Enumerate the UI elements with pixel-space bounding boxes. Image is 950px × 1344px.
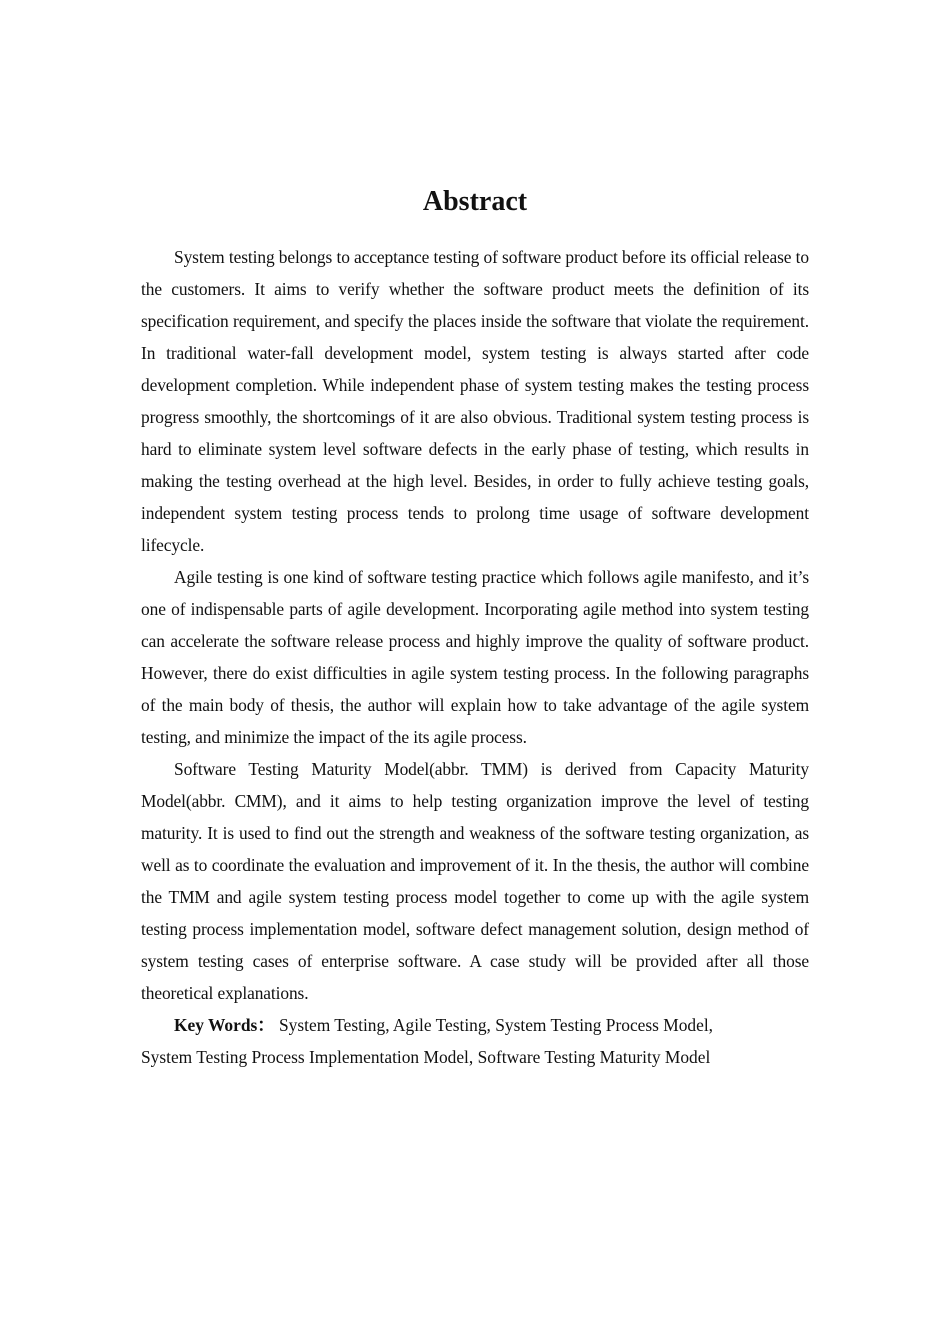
keywords-label: Key Words：: [174, 1015, 275, 1035]
abstract-paragraph-2: Agile testing is one kind of software testing practice which follows agile manifesto, and it’s one of indispensable parts of agile development. Incorporating agile method into system testing can accelerate the software release process and highly improve the quality of software product. However, there do exist difficulties in agile system testing process. In the following paragraphs of the main body of thesis, the author will explain how to take advantage of the agile system testing, and minimize the impact of the its agile process.: [141, 567, 809, 747]
abstract-paragraph-3: Software Testing Maturity Model(abbr. TMM) is derived from Capacity Maturity Model(abbr. CMM), and it aims to help testing organization improve the level of testing maturity. It is used to find out the strength and weakness of the software testing organization, as well as to coordinate the evaluation and improvement of it. In the thesis, the author will combine the TMM and agile system testing process model together to come up with the agile system testing process implementation model, software defect management solution, design method of system testing cases of enterprise software. A case study will be provided after all those theoretical explanations.: [141, 759, 809, 1003]
keywords-line-1: System Testing, Agile Testing, System Testing Process Model,: [274, 1015, 714, 1035]
abstract-body: [141, 241, 809, 1073]
keywords-section: [141, 1009, 809, 1073]
abstract-paragraph-1: System testing belongs to acceptance testing of software product before its official release to the customers. It aims to verify whether the software product meets the definition of its specification requirement, and specify the places inside the software that violate the requirement. In traditional water-fall development model, system testing is always started after code development completion. While independent phase of system testing makes the testing process progress smoothly, the shortcomings of it are also obvious. Traditional system testing process is hard to eliminate system level software defects in the early phase of testing, which results in making the testing overhead at the high level. Besides, in order to fully achieve testing goals, independent system testing process tends to prolong time usage of software development lifecycle.: [141, 247, 809, 555]
keywords-line-2: System Testing Process Implementation Model, Software Testing Maturity Model: [141, 1047, 711, 1067]
page-title: Abstract: [422, 186, 528, 217]
